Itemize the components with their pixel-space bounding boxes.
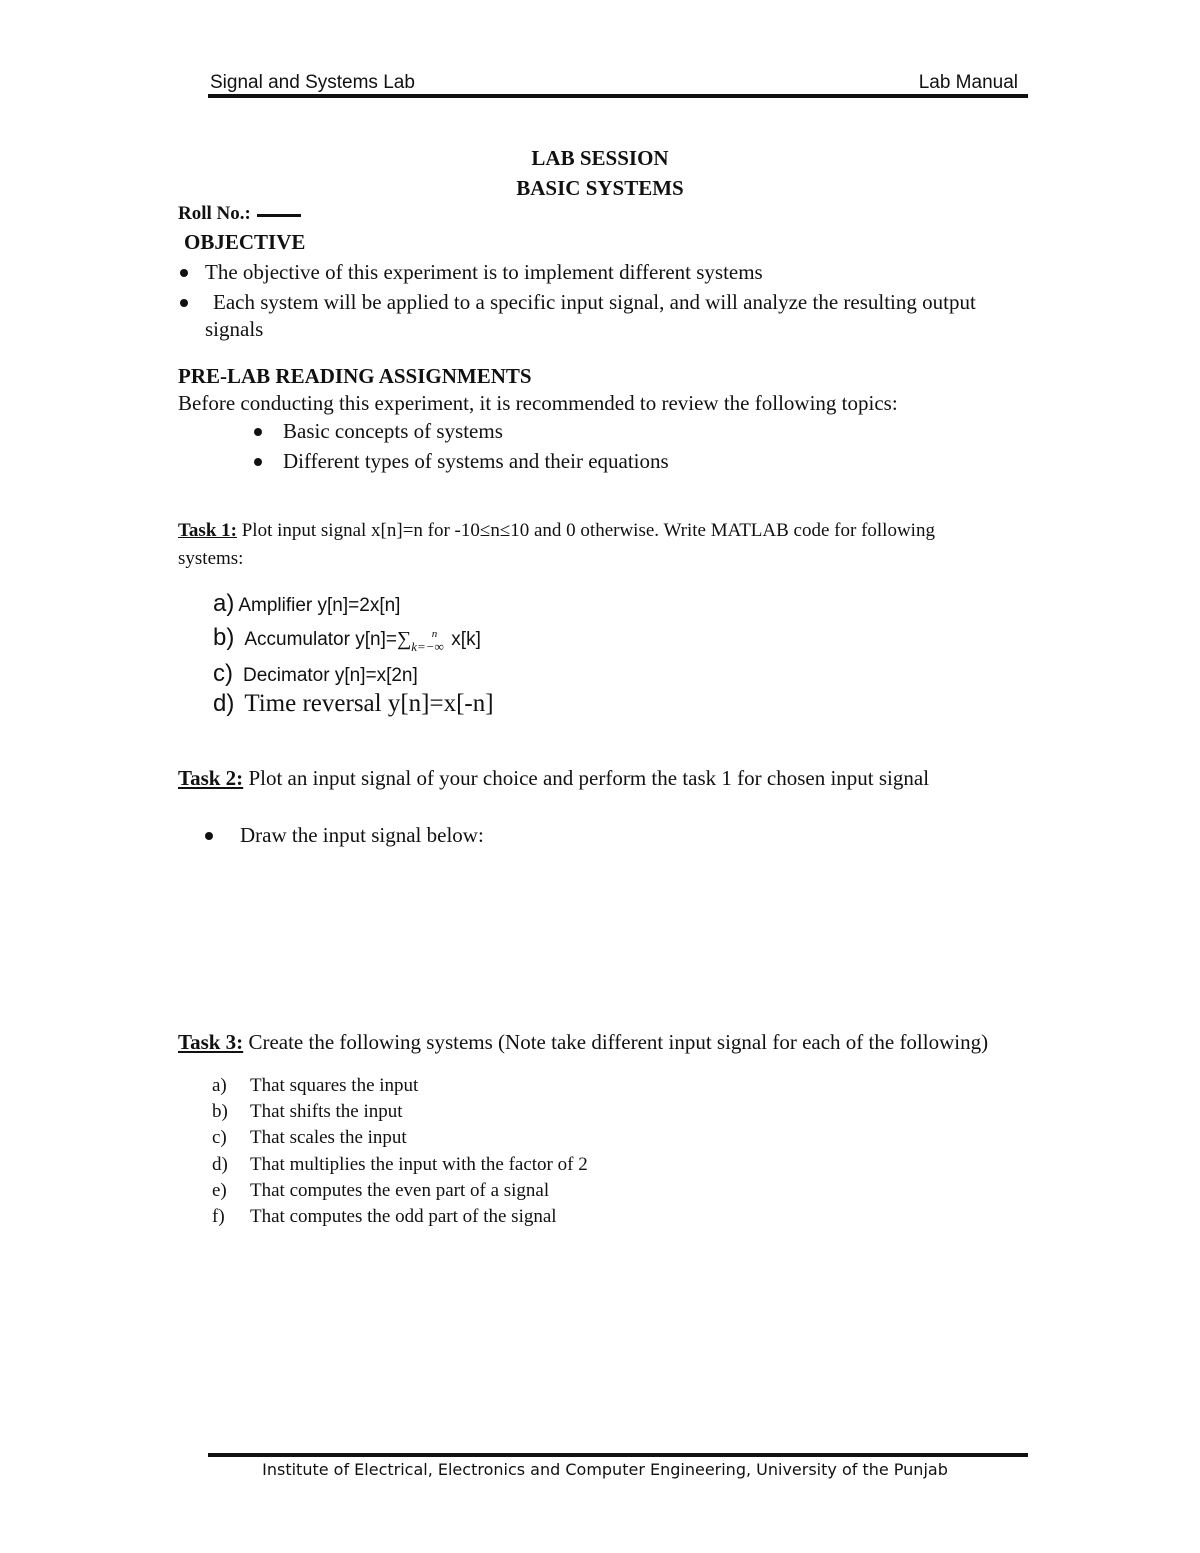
task3-item-letter: a) [212,1075,227,1096]
task1-label: Task 1: [178,520,237,541]
task1-item-tail: x[k] [451,629,481,650]
task3-item: That computes the odd part of the signal [250,1206,557,1227]
task1-statement [178,520,935,542]
task1-item-letter: d) [213,690,235,717]
roll-no [178,203,301,225]
task1-item-text: Amplifier y[n]=2x[n] [238,595,401,616]
task3-item: That computes the even part of a signal [250,1180,550,1201]
task2-label: Task 2: [178,766,244,790]
prelab-heading: PRE-LAB READING ASSIGNMENTS [178,364,532,388]
objective-heading: OBJECTIVE [184,230,306,254]
task1-item-text: Time reversal y[n]=x[-n] [244,690,494,717]
task2-bullet: Draw the input signal below: [240,823,484,847]
roll-no-label: Roll No.: [178,203,251,224]
title-line2: BASIC SYSTEMS [516,176,684,200]
task3-statement [178,1030,988,1055]
task3-item-letter: c) [212,1127,227,1148]
title-line1: LAB SESSION [531,146,669,170]
task2-text: Plot an input signal of your choice and perform the task 1 for chosen input signal [243,766,930,790]
task1-item-d [213,690,494,718]
task3-text: Create the following systems (Note take different input signal for each of the following) [243,1030,989,1054]
sum-symbol: ∑ [396,628,412,650]
bullet-icon [254,428,262,436]
task3-item-letter: f) [212,1206,225,1227]
task3-item-letter: b) [212,1101,228,1122]
objective-bullet-2-cont: signals [205,317,264,341]
task3-item: That scales the input [250,1127,407,1148]
footer-text: Institute of Electrical, Electronics and Computer Engineering, University of the Punjab [262,1460,948,1479]
task1-item-a [213,590,400,618]
task1-item-letter: a) [213,590,235,617]
roll-no-blank[interactable] [257,214,301,217]
header-rule [208,94,1028,98]
prelab-bullet-2: Different types of systems and their equations [283,449,669,473]
task3-label: Task 3: [178,1030,244,1054]
prelab-intro: Before conducting this experiment, it is recommended to review the following topics: [178,391,898,415]
header-right: Lab Manual [918,72,1018,93]
task3-item: That squares the input [250,1075,419,1096]
task3-item: That shifts the input [250,1101,403,1122]
sum-lower-limit: k=−∞ [411,639,444,654]
task2-statement [178,766,929,791]
task1-item-text: Accumulator y[n]= [244,629,397,650]
footer-rule [208,1453,1028,1457]
task3-item-letter: d) [212,1154,228,1175]
task3-item-letter: e) [212,1180,227,1201]
bullet-icon [180,299,188,307]
task1-text-cont: systems: [178,548,244,569]
task1-item-letter: c) [213,660,233,687]
task1-item-b [213,624,481,652]
header-left: Signal and Systems Lab [210,72,415,93]
task1-item-c [213,660,418,688]
task1-item-letter: b) [213,624,235,651]
objective-bullet-1: The objective of this experiment is to implement different systems [205,260,763,284]
bullet-icon [180,269,188,277]
sum-upper-limit: n [431,628,438,640]
task1-item-text: Decimator y[n]=x[2n] [243,665,418,686]
task3-item: That multiplies the input with the factor of 2 [250,1154,588,1175]
bullet-icon [205,832,213,840]
task1-text: Plot input signal x[n]=n for -10≤n≤10 and 0 otherwise. Write MATLAB code for following [236,520,935,541]
bullet-icon [254,458,262,466]
objective-bullet-2: Each system will be applied to a specific input signal, and will analyze the resulting output [213,290,976,314]
prelab-bullet-1: Basic concepts of systems [283,419,503,443]
task3-list [0,1075,1200,1235]
